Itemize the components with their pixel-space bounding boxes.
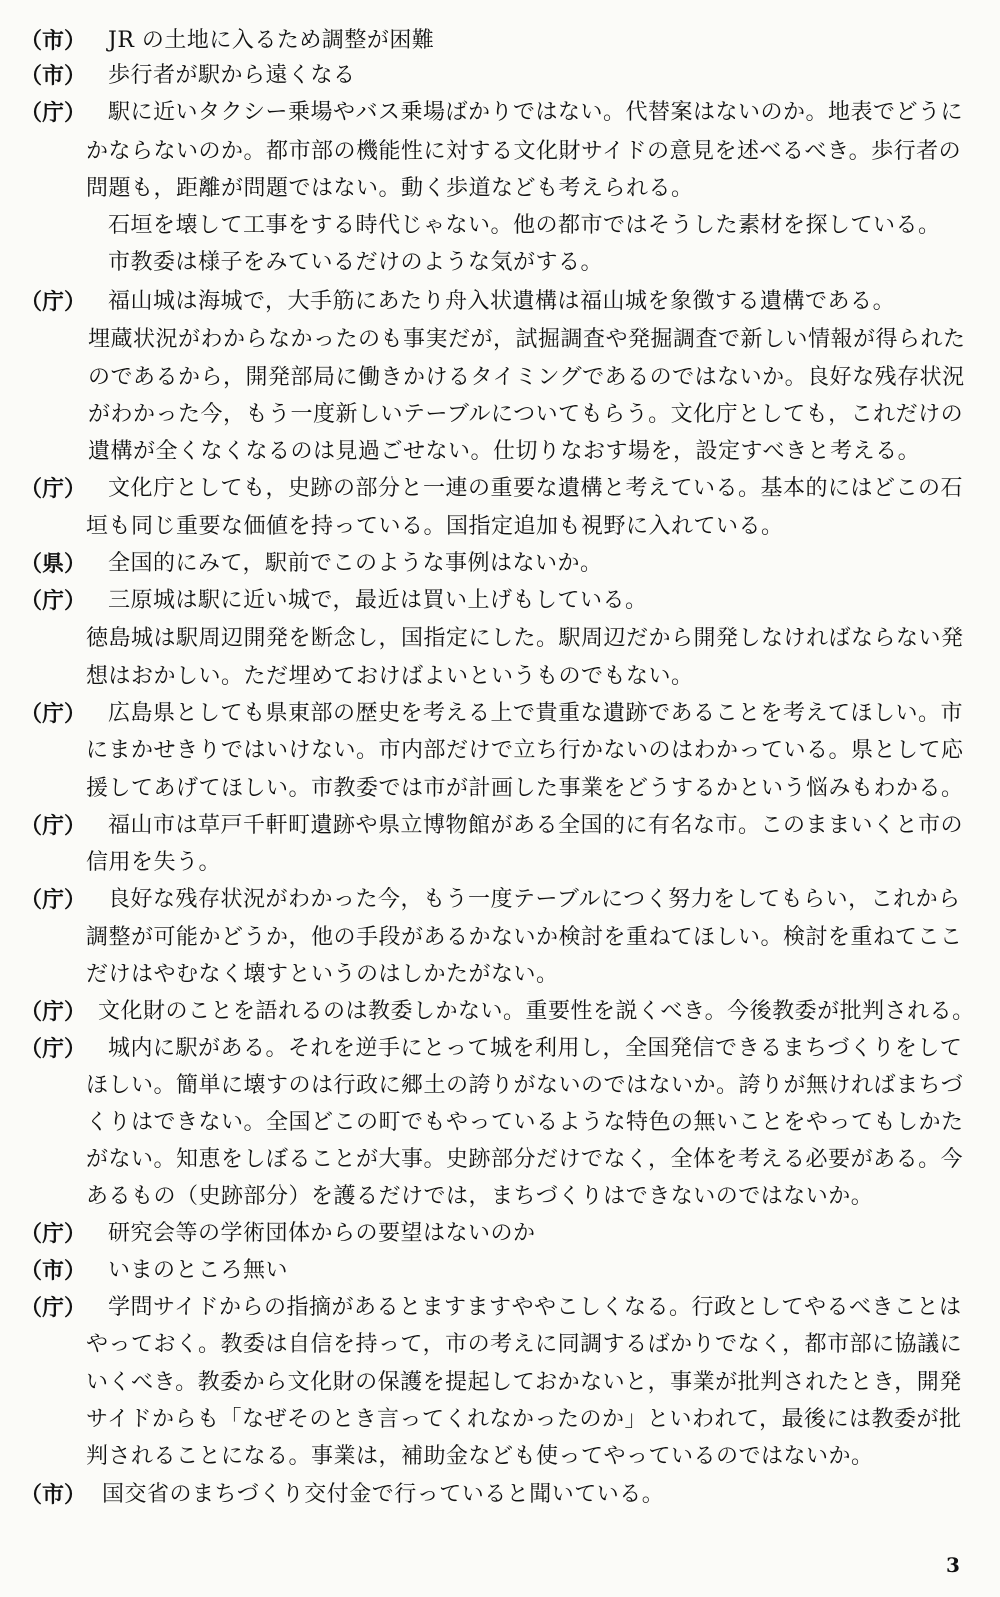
- statement-line: 三原城は駅に近い城で，最近は買い上げもしている。: [108, 588, 648, 613]
- statement-line: 文化財のことを語れるのは教委しかない。重要性を説くべき。今後教委が批判される。: [98, 999, 975, 1024]
- statement-line: 問題も，距離が問題ではない。動く歩道なども考えられる。: [86, 176, 694, 201]
- statement-line: 想はおかしい。ただ埋めておけばよいというものでもない。: [86, 664, 694, 689]
- statement-line: 全国的にみて，駅前でこのような事例はないか。: [108, 551, 603, 576]
- statement-line: 良好な残存状況がわかった今，もう一度テーブルにつく努力をしてもらい，これから: [108, 887, 961, 912]
- speaker-label: （庁）: [20, 1295, 87, 1321]
- speaker-label: （県）: [20, 551, 87, 577]
- statement-line: 福山城は海城で，大手筋にあたり舟入状遺構は福山城を象徴する遺構である。: [108, 289, 896, 314]
- speaker-label: （庁）: [20, 289, 87, 315]
- statement-line: 学問サイドからの指摘があるとますますややこしくなる。行政としてやるべきことは: [108, 1295, 962, 1320]
- speaker-label: （庁）: [20, 1221, 87, 1247]
- speaker-label: （庁）: [20, 999, 87, 1025]
- statement-line: 福山市は草戸千軒町遺跡や県立博物館がある全国的に有名な市。このままいくと市の: [108, 813, 964, 838]
- statement-line: くりはできない。全国どこの町でもやっているような特色の無いことをやってもしかた: [86, 1110, 964, 1135]
- statement-line: 埋蔵状況がわからなかったのも事実だが，試掘調査や発掘調査で新しい情報が得られた: [88, 327, 966, 352]
- statement-line: がない。知恵をしぼることが大事。史跡部分だけでなく，全体を考える必要がある。今: [86, 1147, 964, 1172]
- statement-line: ほしい。簡単に壊すのは行政に郷土の誇りがないのではないか。誇りが無ければまちづ: [86, 1073, 964, 1098]
- statement-line: 駅に近いタクシー乗場やバス乗場ばかりではない。代替案はないのか。地表でどうに: [108, 100, 964, 125]
- speaker-label: （庁）: [20, 701, 87, 727]
- speaker-label: （庁）: [20, 476, 87, 502]
- statement-line: 広島県としても県東部の歴史を考える上で貴重な遺跡であることを考えてほしい。市: [108, 701, 964, 726]
- statement-line: 国交省のまちづくり交付金で行っていると聞いている。: [102, 1482, 665, 1507]
- statement-line: にまかせきりではいけない。市内部だけで立ち行かないのはわかっている。県として応: [86, 738, 964, 763]
- speaker-label: （庁）: [20, 100, 87, 126]
- statement-line: やっておく。教委は自信を持って，市の考えに同調するばかりでなく，都市部に協議に: [86, 1332, 963, 1357]
- speaker-label: （市）: [20, 63, 87, 89]
- speaker-label: （庁）: [20, 1036, 87, 1062]
- speaker-label: （市）: [20, 28, 87, 54]
- statement-line: がわかった今，もう一度新しいテーブルについてもらう。文化庁としても，これだけの: [88, 402, 964, 427]
- statement-line: 判されることになる。事業は，補助金なども使ってやっているのではないか。: [86, 1444, 874, 1469]
- statement-line: だけはやむなく壊すというのはしかたがない。: [86, 962, 559, 987]
- statement-line: 調整が可能かどうか，他の手段があるかないか検討を重ねてほしい。検討を重ねてここ: [86, 925, 963, 950]
- speaker-label: （市）: [20, 1258, 87, 1284]
- statement-line: サイドからも「なぜそのとき言ってくれなかったのか」といわれて，最後には教委が批: [86, 1407, 962, 1432]
- statement-line: 研究会等の学術団体からの要望はないのか: [108, 1221, 536, 1246]
- statement-line: 文化庁としても，史跡の部分と一連の重要な遺構と考えている。基本的にはどこの石: [108, 476, 964, 501]
- statement-line: JR の土地に入るため調整が困難: [108, 28, 435, 53]
- statement-line: いくべき。教委から文化財の保護を提起しておかないと，事業が批判されたとき，開発: [86, 1370, 962, 1395]
- statement-line: 徳島城は駅周辺開発を断念し，国指定にした。駅周辺だから開発しなければならない発: [86, 626, 964, 651]
- statement-line: 石垣を壊して工事をする時代じゃない。他の都市ではそうした素材を探している。: [108, 213, 941, 238]
- speaker-label: （市）: [20, 1482, 87, 1508]
- statement-line: 援してあげてほしい。市教委では市が計画した事業をどうするかという悩みもわかる。: [86, 776, 964, 801]
- statement-line: のであるから，開発部局に働きかけるタイミングであるのではないか。良好な残存状況: [88, 365, 965, 390]
- statement-line: いまのところ無い: [108, 1258, 289, 1283]
- statement-line: 信用を失う。: [86, 850, 222, 875]
- speaker-label: （庁）: [20, 813, 87, 839]
- speaker-label: （庁）: [20, 887, 87, 913]
- statement-line: かならないのか。都市部の機能性に対する文化財サイドの意見を述べるべき。歩行者の: [86, 139, 962, 164]
- page-number: 3: [946, 1553, 960, 1577]
- statement-line: 市教委は様子をみているだけのような気がする。: [108, 250, 604, 275]
- statement-line: あるもの（史跡部分）を護るだけでは，まちづくりはできないのではないか。: [86, 1184, 874, 1209]
- statement-line: 城内に駅がある。それを逆手にとって城を利用し，全国発信できるまちづくりをして: [108, 1036, 963, 1061]
- statement-line: 歩行者が駅から遠くなる: [108, 63, 356, 88]
- speaker-label: （庁）: [20, 588, 87, 614]
- statement-line: 垣も同じ重要な価値を持っている。国指定追加も視野に入れている。: [86, 514, 784, 539]
- statement-line: 遺構が全くなくなるのは見過ごせない。仕切りなおす場を，設定すべきと考える。: [88, 439, 921, 464]
